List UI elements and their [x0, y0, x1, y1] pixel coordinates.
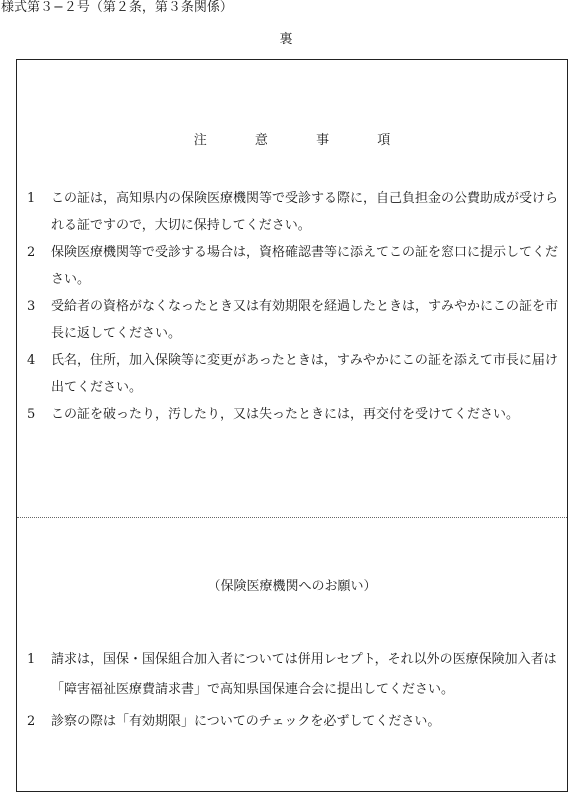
list-item [27, 707, 567, 737]
notes-heading-char: 項 [377, 133, 391, 148]
item-text: 氏名，住所，加入保険等に変更があったときは，すみやかにこの証を添えて市長に届け出てください。 [51, 353, 558, 395]
notes-heading-char: 事 [316, 133, 330, 148]
item-text: 請求は，国保・国保組合加入者については併用レセプト，それ以外の医療保険加入者は「障害福祉医療費請求書」で高知県国保連合会に提出してください。 [51, 652, 557, 697]
notes-heading-char: 意 [254, 133, 268, 148]
list-item [27, 185, 567, 239]
list-item [27, 401, 567, 428]
list-item [27, 645, 567, 705]
item-number: 1 [27, 191, 36, 206]
list-item [27, 239, 567, 293]
item-number: 1 [27, 652, 36, 667]
item-text: 保険医療機関等で受診する場合は，資格確認書等に添えてこの証を窓口に提示してください。 [51, 245, 559, 287]
notes-list [27, 185, 567, 428]
item-number: 2 [27, 245, 36, 260]
item-number: 3 [27, 299, 36, 314]
notice-frame [16, 59, 568, 792]
requests-heading: （保険医療機関へのお願い） [207, 579, 377, 594]
requests-list [27, 645, 567, 737]
item-number: 5 [27, 407, 36, 422]
item-text: この証は，高知県内の保険医療機関等で受診する際に，自己負担金の公費助成が受けられる証ですので，大切に保持してください。 [51, 191, 559, 233]
list-item [27, 293, 567, 347]
form-number: 様式第３−２号（第２条，第３条関係） [1, 0, 233, 15]
notes-heading [17, 133, 567, 149]
list-item [27, 347, 567, 401]
item-text: この証を破ったり，汚したり，又は失ったときには，再交付を受けてください。 [51, 407, 520, 422]
notes-heading-char: 注 [193, 133, 207, 148]
item-number: 2 [27, 714, 36, 729]
side-label: 裏 [279, 32, 293, 47]
item-text: 受給者の資格がなくなったとき又は有効期限を経過したときは，すみやかにこの証を市長に返してください。 [51, 299, 559, 341]
dotted-divider [17, 517, 567, 518]
item-text: 診察の際は「有効期限」についてのチェックを必ずしてください。 [51, 714, 441, 729]
item-number: 4 [27, 353, 36, 368]
